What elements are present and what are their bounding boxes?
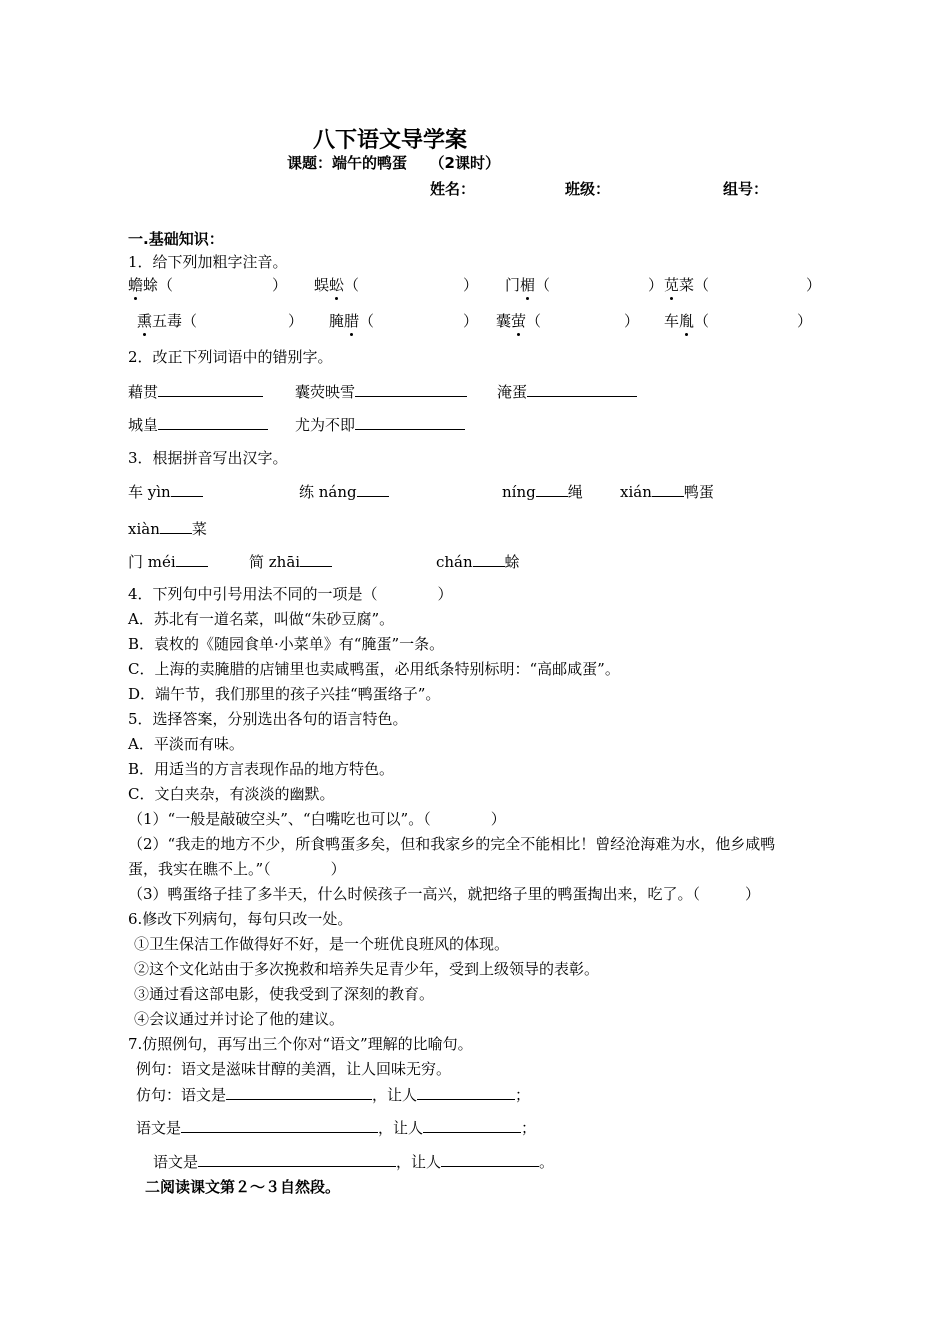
q2-word: 淹蛋 [497, 383, 528, 401]
q2-item [497, 381, 637, 402]
q5-option-b: B．用适当的方言表现作品的地方特色。 [128, 760, 395, 778]
q7-imitate-line-3 [153, 1151, 554, 1172]
q3-pinyin: 门 méi [128, 553, 176, 571]
q3-item [128, 518, 207, 539]
q7-mid: ，让人 [396, 1153, 442, 1171]
q2-prompt: 2．改正下列词语中的错别字。 [128, 348, 333, 366]
q1-item-pre: 车 [664, 312, 680, 330]
answer-blank[interactable] [158, 381, 263, 397]
q3-pinyin: 练 náng [299, 483, 357, 501]
q5-option-a: A．平淡而有味。 [128, 735, 244, 753]
q7-end: ； [521, 1119, 537, 1137]
q2-item [128, 381, 263, 402]
q6-item-2: ②这个文化站由于多次挽救和培养失足青少年，受到上级领导的表彰。 [134, 960, 600, 978]
q1-item [496, 311, 541, 331]
answer-blank[interactable] [473, 551, 505, 567]
q1-item-pre: 腌 [329, 312, 345, 330]
q1-item-close: ） [797, 312, 813, 330]
q1-item-pre: 囊 [496, 312, 512, 330]
q4-option-c: C．上海的卖腌腊的店铺里也卖咸鸭蛋，必用纸条特别标明：“高邮咸蛋”。 [128, 660, 620, 678]
q2-word: 城皇 [128, 416, 159, 434]
q1-item [505, 275, 550, 295]
answer-blank[interactable] [355, 381, 467, 397]
dotted-char: 萤 [511, 312, 527, 330]
q1-item [314, 275, 359, 295]
section-2-heading: 二阅读课文第２～３自然段。 [145, 1178, 341, 1196]
q3-post: 绳 [567, 483, 583, 501]
class-label: 班级： [565, 180, 611, 198]
q1-item-close: ） [806, 276, 822, 294]
answer-blank[interactable] [158, 414, 268, 430]
q3-item [249, 551, 332, 572]
dotted-char: 胤 [679, 312, 695, 330]
q4-prompt: 4．下列句中引号用法不同的一项是（ ） [128, 585, 453, 603]
q3-item [502, 481, 583, 502]
q1-item-close: ） [463, 276, 479, 294]
q1-item-text: （ [344, 276, 360, 294]
answer-blank[interactable] [198, 1151, 396, 1167]
q1-item-close: ） [288, 312, 304, 330]
q1-prompt: 1．给下列加粗字注音。 [128, 253, 288, 271]
answer-blank[interactable] [652, 481, 684, 497]
answer-blank[interactable] [417, 1084, 515, 1100]
q2-item [128, 414, 268, 435]
dotted-char: 楣 [520, 276, 536, 294]
lesson-subtitle: 课题：端午的鸭蛋 （2课时） [287, 154, 500, 172]
q3-post: 蜍 [504, 553, 520, 571]
q3-item [299, 481, 389, 502]
answer-blank[interactable] [423, 1117, 521, 1133]
q5-sentence-3: （3）鸭蛋络子挂了多半天，什么时候孩子一高兴，就把络子里的鸭蛋掏出来，吃了。（ ） [128, 885, 761, 903]
q3-pinyin: chán [436, 553, 473, 571]
q1-item-close: ） [272, 276, 288, 294]
q1-item-pre: 蜈 [314, 276, 330, 294]
name-label: 姓名： [430, 180, 476, 198]
answer-blank[interactable] [355, 414, 465, 430]
q7-end: ； [515, 1086, 531, 1104]
q1-item [664, 275, 709, 295]
q6-item-4: ④会议通过并讨论了他的建议。 [134, 1010, 345, 1028]
q1-item-close: ） [624, 312, 640, 330]
q5-option-c: C．文白夹杂，有淡淡的幽默。 [128, 785, 335, 803]
q3-post: 菜 [191, 520, 207, 538]
q1-item-text: （ [359, 312, 375, 330]
dotted-char: 熏 [137, 312, 153, 330]
q4-option-b: B．袁枚的《随园食单·小菜单》有“腌蛋”一条。 [128, 635, 445, 653]
answer-blank[interactable] [357, 481, 389, 497]
q7-line-label: 语文是 [136, 1119, 182, 1137]
q1-item-close: ） [648, 276, 664, 294]
q2-item [295, 414, 465, 435]
q3-pinyin: 车 yìn [128, 483, 171, 501]
q4-option-a: A．苏北有一道名菜，叫做“朱砂豆腐”。 [128, 610, 395, 628]
answer-blank[interactable] [181, 1117, 378, 1133]
q7-mid: ，让人 [372, 1086, 418, 1104]
q1-item-text: （ [694, 312, 710, 330]
q1-item-text: 五毒（ [152, 312, 198, 330]
q3-item [128, 481, 203, 502]
q2-item [295, 381, 467, 402]
q1-item-text: 蜍（ [143, 276, 174, 294]
q1-item-text: （ [526, 312, 542, 330]
q3-prompt: 3．根据拼音写出汉字。 [128, 449, 288, 467]
answer-blank[interactable] [160, 518, 192, 534]
q4-option-d: D．端午节，我们那里的孩子兴挂“鸭蛋络子”。 [128, 685, 441, 703]
q3-item [620, 481, 714, 502]
q5-sentence-1: （1）“一般是敲破空头”、“白嘴吃也可以”。（ ） [128, 810, 506, 828]
answer-blank[interactable] [536, 481, 568, 497]
q5-sentence-2a: （2）“我走的地方不少，所食鸭蛋多矣，但和我家乡的完全不能相比！曾经沧海难为水，他乡咸鸭 [128, 835, 776, 853]
section-1-heading: 一.基础知识： [128, 230, 224, 248]
q7-example: 例句：语文是滋味甘醇的美酒，让人回味无穷。 [136, 1060, 452, 1078]
q1-item-text: （ [535, 276, 551, 294]
q7-mid: ，让人 [378, 1119, 424, 1137]
q3-item [436, 551, 520, 572]
q3-pinyin: xiàn [128, 520, 160, 538]
answer-blank[interactable] [300, 551, 332, 567]
q6-prompt: 6.修改下列病句，每句只改一处。 [128, 910, 353, 928]
q1-item [128, 275, 173, 295]
q2-word: 藉贯 [128, 383, 159, 401]
q3-pinyin: níng [502, 483, 536, 501]
answer-blank[interactable] [176, 551, 208, 567]
q6-item-3: ③通过看这部电影，使我受到了深刻的教育。 [134, 985, 435, 1003]
q2-word: 尤为不即 [295, 416, 356, 434]
q7-imitate-line-2 [136, 1117, 536, 1138]
dotted-char: 苋 [664, 276, 680, 294]
q1-item [329, 311, 374, 331]
q2-word: 囊荧映雪 [295, 383, 356, 401]
page-title: 八下语文导学案 [313, 128, 468, 153]
q7-line-label: 语文是 [153, 1153, 199, 1171]
q1-item-close: ） [463, 312, 479, 330]
group-label: 组号： [723, 180, 769, 198]
q3-pinyin: xián [620, 483, 652, 501]
q3-pinyin: 简 zhāi [249, 553, 301, 571]
answer-blank[interactable] [527, 381, 637, 397]
q1-item [664, 311, 709, 331]
q5-prompt: 5．选择答案，分别选出各句的语言特色。 [128, 710, 408, 728]
q3-post: 鸭蛋 [683, 483, 714, 501]
dotted-char: 蚣 [329, 276, 345, 294]
answer-blank[interactable] [226, 1084, 372, 1100]
q6-item-1: ①卫生保洁工作做得好不好，是一个班优良班风的体现。 [134, 935, 510, 953]
q7-imitate-line-1 [136, 1084, 530, 1105]
q7-line-label: 仿句：语文是 [136, 1086, 227, 1104]
dotted-char: 腊 [344, 312, 360, 330]
q5-sentence-2b: 蛋，我实在瞧不上。”（ ） [128, 860, 346, 878]
q7-prompt: 7.仿照例句，再写出三个你对“语文”理解的比喻句。 [128, 1035, 473, 1053]
answer-blank[interactable] [171, 481, 203, 497]
dotted-char: 蟾 [128, 276, 144, 294]
answer-blank[interactable] [441, 1151, 539, 1167]
q1-item-pre: 门 [505, 276, 521, 294]
q1-item-text: 菜（ [679, 276, 710, 294]
q7-end: 。 [539, 1153, 555, 1171]
q3-item [128, 551, 208, 572]
q1-item [137, 311, 197, 331]
